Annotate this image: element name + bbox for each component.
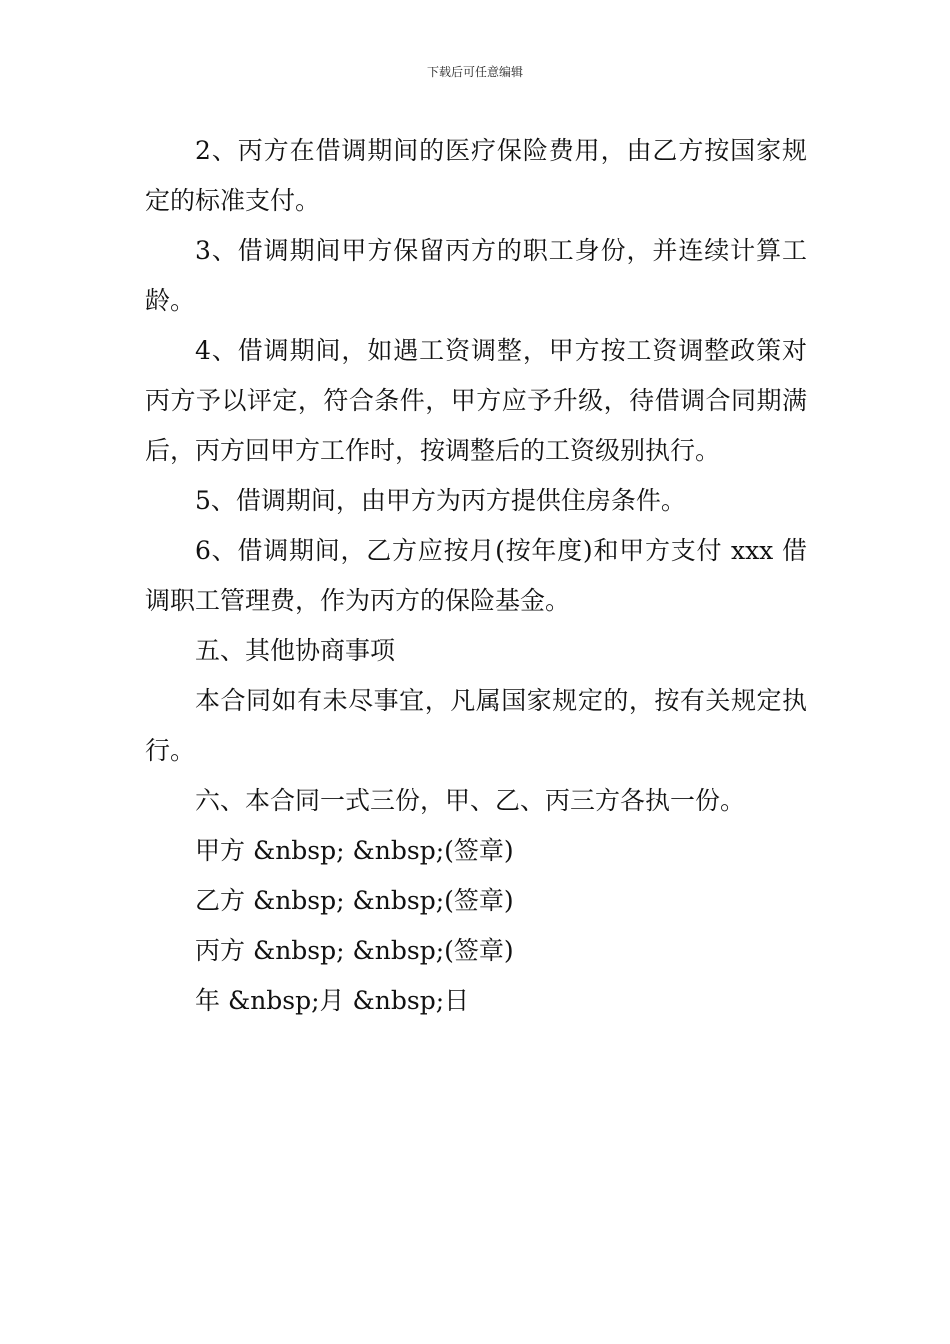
- party-b-signature-line: 乙方 &nbsp; &nbsp;(签章): [195, 886, 514, 915]
- section-6-paragraph: 六、本合同一式三份，甲、乙、丙三方各执一份。: [195, 786, 746, 815]
- date-line: 年 &nbsp;月 &nbsp;日: [195, 986, 470, 1015]
- section-5-heading: 五、其他协商事项: [195, 636, 396, 665]
- clause-2-paragraph: 2、丙方在借调期间的医疗保险费用，由乙方按国家规定的标准支付。: [145, 136, 807, 215]
- page-header: 下载后可任意编辑: [426, 65, 523, 79]
- party-c-signature-line: 丙方 &nbsp; &nbsp;(签章): [195, 936, 514, 965]
- clause-4-paragraph: 4、借调期间，如遇工资调整，甲方按工资调整政策对丙方予以评定，符合条件，甲方应予升级，待借调合同期满后，丙方回甲方工作时，按调整后的工资级别执行。: [145, 336, 807, 465]
- party-a-signature-line: 甲方 &nbsp; &nbsp;(签章): [195, 836, 514, 865]
- clause-3-paragraph: 3、借调期间甲方保留丙方的职工身份，并连续计算工龄。: [145, 236, 807, 315]
- document-body: [145, 126, 807, 1026]
- clause-5-paragraph: 5、借调期间，由甲方为丙方提供住房条件。: [195, 486, 686, 515]
- clause-6-paragraph: 6、借调期间，乙方应按月(按年度)和甲方支付 xxx 借调职工管理费，作为丙方的保险基金。: [145, 536, 807, 615]
- section-5-paragraph: 本合同如有未尽事宜，凡属国家规定的，按有关规定执行。: [145, 686, 807, 765]
